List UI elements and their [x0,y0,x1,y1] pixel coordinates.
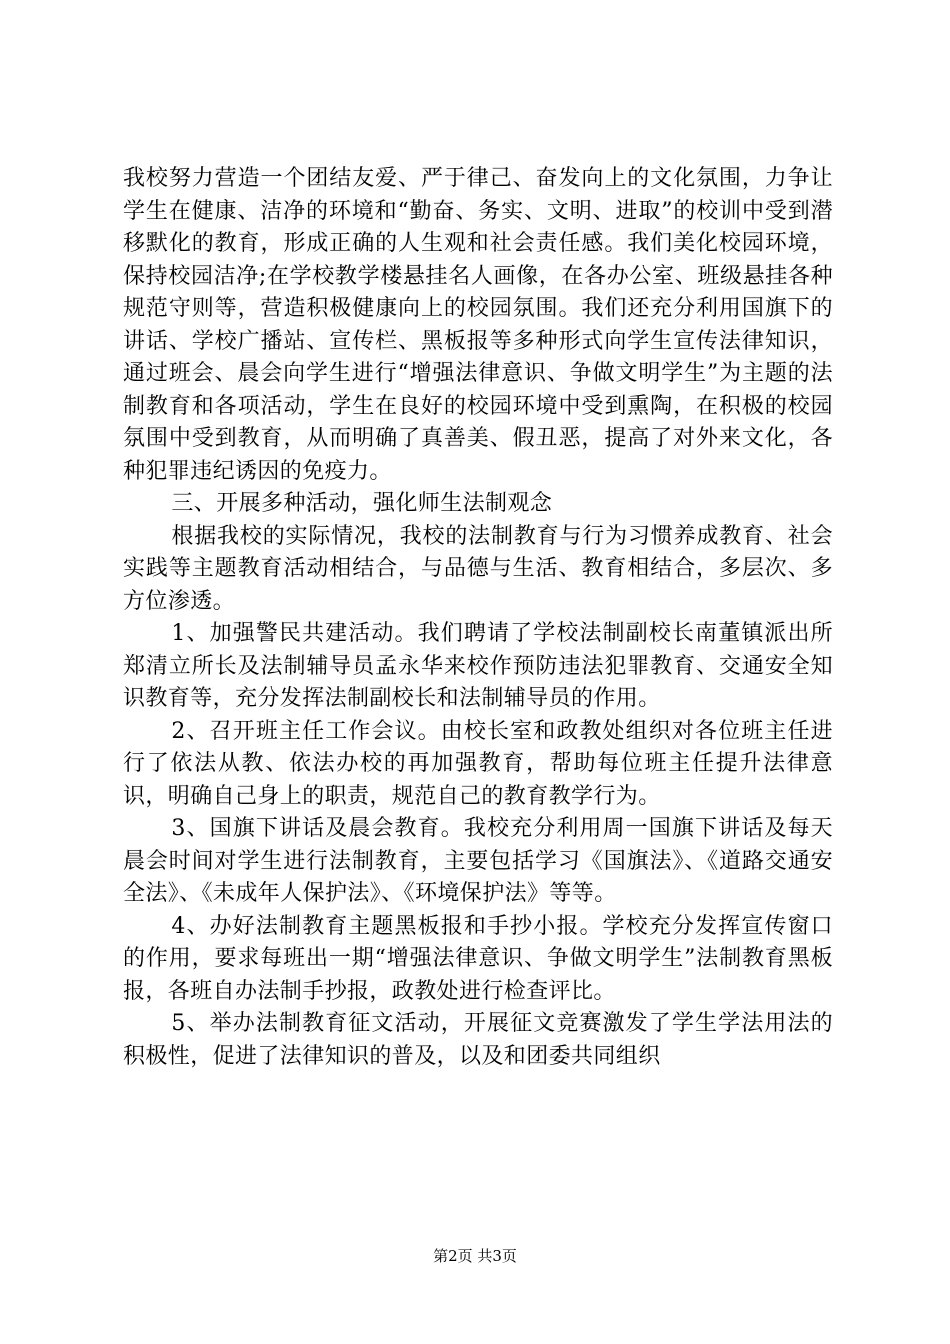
paragraph-item-5: 5、举办法制教育征文活动，开展征文竞赛激发了学生学法用法的积极性，促进了法律知识的普及，以及和团委共同组织 [123,1011,833,1069]
paragraph-school-culture: 我校努力营造一个团结友爱、严于律己、奋发向上的文化氛围，力争让学生在健康、洁净的环境和“勤奋、务实、文明、进取”的校训中受到潜移默化的教育，形成正确的人生观和社会责任感。我们美化校园环境，保持校园洁净;在学校教学楼悬挂名人画像，在各办公室、班级悬挂各种规范守则等，营造积极健康向上的校园氛围。我们还充分利用国旗下的讲话、学校广播站、宣传栏、黑板报等多种形式向学生宣传法律知识，通过班会、晨会向学生进行“增强法律意识、争做文明学生”为主题的法制教育和各项活动，学生在良好的校园环境中受到熏陶，在积极的校园氛围中受到教育，从而明确了真善美、假丑恶，提高了对外来文化，各种犯罪违纪诱因的免疫力。 [123,166,833,484]
paragraph-item-4: 4、办好法制教育主题黑板报和手抄小报。学校充分发挥宣传窗口的作用，要求每班出一期“增强法律意识、争做文明学生”法制教育黑板报，各班自办法制手抄报，政教处进行检查评比。 [123,913,833,1004]
section-heading-activities: 三、开展多种活动，强化师生法制观念 [171,491,553,516]
paragraph-item-1: 1、加强警民共建活动。我们聘请了学校法制副校长南董镇派出所郑清立所长及法制辅导员孟永华来校作预防违法犯罪教育、交通安全知识教育等，充分发挥法制副校长和法制辅导员的作用。 [123,621,833,711]
page-number-footer: 第2页 共3页 [433,1247,517,1265]
paragraph-item-2: 2、召开班主任工作会议。由校长室和政教处组织对各位班主任进行了依法从教、依法办校的再加强教育，帮助每位班主任提升法律意识，明确自己身上的职责，规范自己的教育教学行为。 [123,718,833,809]
paragraph-item-3: 3、国旗下讲话及晨会教育。我校充分利用周一国旗下讲话及每天晨会时间对学生进行法制教育，主要包括学习《国旗法》、《道路交通安全法》、《未成年人保护法》、《环境保护法》等等。 [123,816,833,906]
document-body [123,163,833,1073]
paragraph-intro-activities: 根据我校的实际情况，我校的法制教育与行为习惯养成教育、社会实践等主题教育活动相结合，与品德与生活、教育相结合，多层次、多方位渗透。 [123,523,833,614]
